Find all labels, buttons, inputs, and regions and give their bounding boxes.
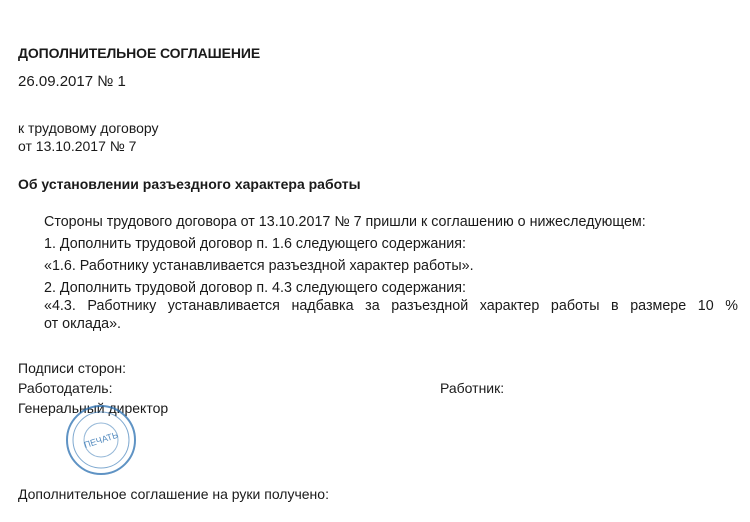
- contract-reference: к трудовому договору: [18, 120, 159, 136]
- svg-text:ПЕЧАТЬ: ПЕЧАТЬ: [82, 429, 120, 451]
- stamp-seal: [64, 403, 138, 477]
- signatures-heading: Подписи сторон:: [18, 360, 127, 376]
- agreement-subject: Об установлении разъездного характера работы: [18, 176, 361, 192]
- body-paragraph: «1.6. Работнику устанавливается разъездной характер работы».: [44, 258, 474, 274]
- page-edge: [0, 508, 750, 522]
- body-paragraph: от оклада».: [44, 316, 122, 332]
- employee-label: Работник:: [440, 380, 505, 396]
- contract-date: от 13.10.2017 № 7: [18, 138, 137, 154]
- received-note: Дополнительное соглашение на руки получено:: [18, 486, 329, 502]
- employer-label: Работодатель:: [18, 380, 113, 396]
- body-paragraph: 2. Дополнить трудовой договор п. 4.3 следующего содержания:: [44, 280, 466, 296]
- employer-position: Генеральный директор: [18, 400, 169, 416]
- body-paragraph-text: «4.3. Работнику устанавливается надбавка за разъездной характер работы в размере 10 %: [44, 298, 738, 314]
- body-paragraph: Стороны трудового договора от 13.10.2017 № 7 пришли к соглашению о нижеследующем:: [44, 214, 646, 230]
- document-title: ДОПОЛНИТЕЛЬНОЕ СОГЛАШЕНИЕ: [18, 45, 261, 61]
- body-paragraph: 1. Дополнить трудовой договор п. 1.6 следующего содержания:: [44, 236, 466, 252]
- body-paragraph: [44, 298, 738, 315]
- agreement-date-number: 26.09.2017 № 1: [18, 73, 126, 90]
